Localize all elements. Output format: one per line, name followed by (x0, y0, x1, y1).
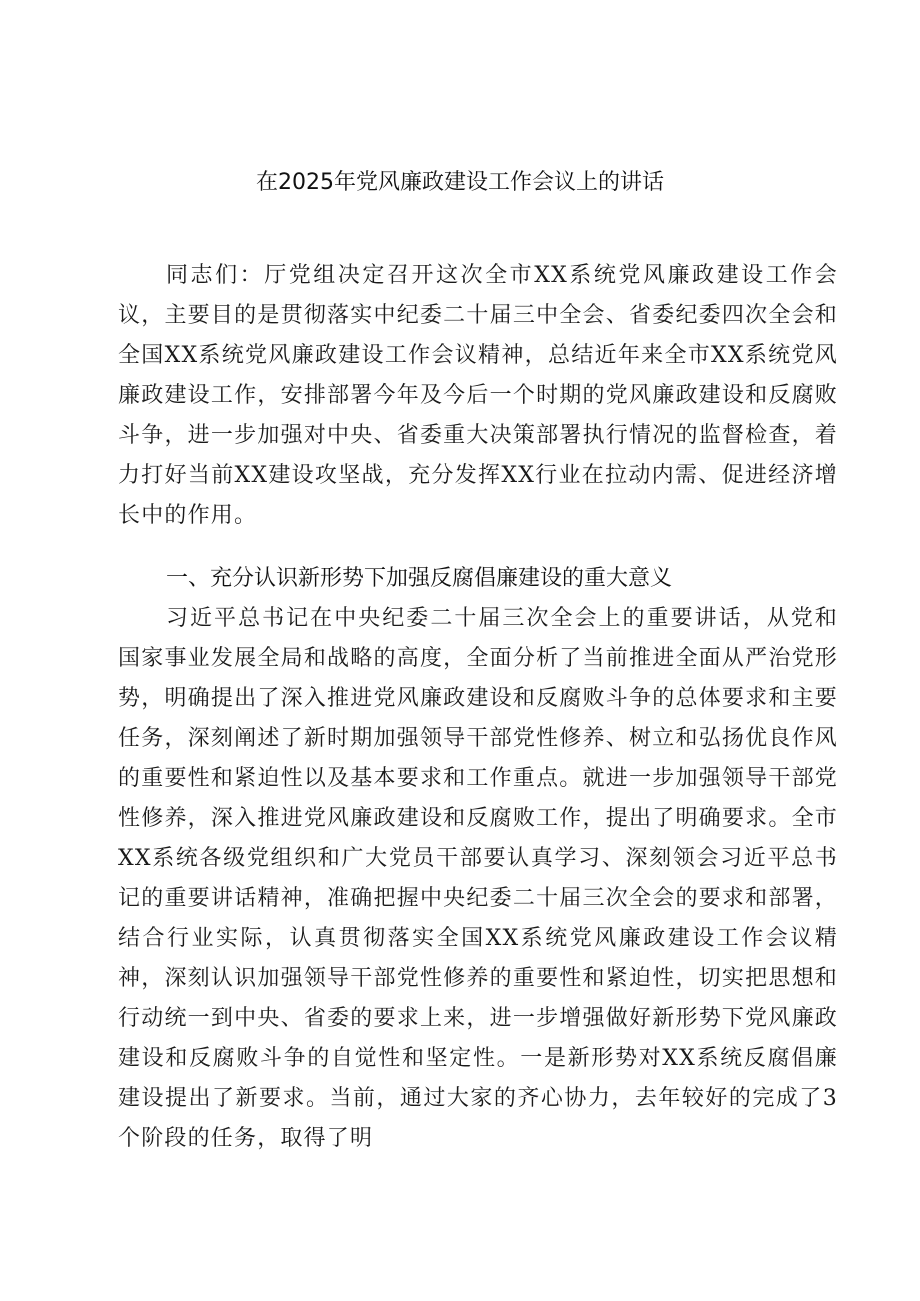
intro-paragraph: 同志们：厅党组决定召开这次全市XX系统党风廉政建设工作会议，主要目的是贯彻落实中纪委二十届三中全会、省委纪委四次全会和全国XX系统党风廉政建设工作会议精神，总结近年来全市XX系统党风廉政建设工作，安排部署今年及今后一个时期的党风廉政建设和反腐败斗争，进一步加强对中央、省委重大决策部署执行情况的监督检查，着力打好当前XX建设攻坚战，充分发挥XX行业在拉动内需、促进经济增长中的作用。 (118, 263, 838, 528)
document-title: 在2025年党风廉政建设工作会议上的讲话 (256, 170, 664, 195)
section-paragraph: 习近平总书记在中央纪委二十届三次全会上的重要讲话，从党和国家事业发展全局和战略的高度，全面分析了当前推进全面从严治党形势，明确提出了深入推进党风廉政建设和反腐败斗争的总体要求和主要任务，深刻阐述了新时期加强领导干部党性修养、树立和弘扬优良作风的重要性和紧迫性以及基本要求和工作重点。就进一步加强领导干部党性修养，深入推进党风廉政建设和反腐败工作，提出了明确要求。全市XX系统各级党组织和广大党员干部要认真学习、深刻领会习近平总书记的重要讲话精神，准确把握中央纪委二十届三次全会的要求和部署，结合行业实际，认真贯彻落实全国XX系统党风廉政建设工作会议精神，深刻认识加强领导干部党性修养的重要性和紧迫性，切实把思想和行动统一到中央、省委的要求上来，进一步增强做好新形势下党风廉政建设和反腐败斗争的自觉性和坚定性。一是新形势对XX系统反腐倡廉建设提出了新要求。当前，通过大家的齐心协力，去年较好的完成了3个阶段的任务，取得了明 (118, 606, 838, 1151)
section-heading: 一、充分认识新形势下加强反腐倡廉建设的重大意义 (166, 566, 673, 591)
